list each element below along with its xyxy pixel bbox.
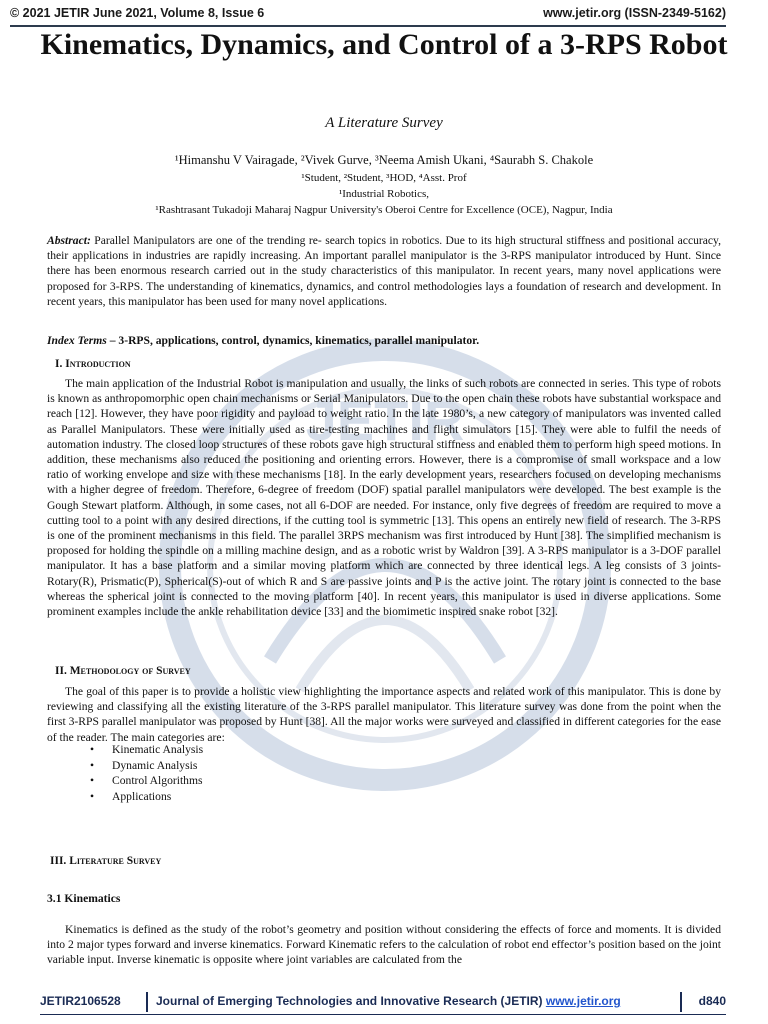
section-heading-literature-survey: III. Literature Survey xyxy=(50,855,162,867)
watermark-text: JETIR xyxy=(305,389,465,452)
section-heading-methodology: II. Methodology of Survey xyxy=(55,665,191,677)
introduction-paragraph: The main application of the Industrial Robot is manipulation and usually, the links of such robots are connected in series. This type of robots is known as anthropomorphic open chain mechanisms or Serial Manipulators. Due to the open chain these robots have substantial workspace and reach [12]. However, they have poor rigidity and payload to weight ratio. In the late 1980’s, a new category of manipulators was invented called as Parallel Manipulators. These were initially used as tire-testing machines and flight simulators [15]. They were able to fulfil the needs of automation industry. The closed loop structures of these robots gave high structural stiffness and enabled them to perform high speed motions. In addition, these mechanisms also reduced the positioning and orienting errors. However, there is a compromise of small workspace and a low ratio of working envelope and size with these mechanisms [18]. In the early development years, researchers focused on developing mechanisms with a higher degree of freedom. Therefore, 6-degree of freedom (DOF) spatial parallel manipulators were developed. The best example is the Gough Stewart platform. Although, in some cases, not all 6-DOF are needed. For instance, only five degrees of freedom are required to move a cutting tool to a point with any desired directions, if the cutting tool is symmetric [13]. This opens an entirely new field of research. The 3-RPS is one of the prominent mechanisms in this field. The parallel 3RPS mechanism was first introduced by Hunt [38]. The simplified mechanism is proposed for holding the spindle on a milling machine design, and as a robotic wrist by Waldron [39]. A 3-RPS manipulator is a 3-DOF parallel manipulator. It has a base platform and a similar moving platform which are connected by three identical legs. A leg consists of 3 joints- Rotary(R), Prismatic(P), Spherical(S)-out of which R and S are passive joints and P is the active joint. The rotary joint is connected to the base whereas the spherical joint is connected to the moving platform [40]. In recent years, this manipulator is used in diverse applications. Some prominent examples include the ankle rehabilitation device [33] and the biomimetic inspired snake robot [32]. xyxy=(47,377,721,619)
section-heading-introduction: I. Introduction xyxy=(55,358,131,370)
list-item: • Dynamic Analysis xyxy=(90,758,203,774)
index-terms xyxy=(47,333,721,348)
author-roles: ¹Student, ²Student, ³HOD, ⁴Asst. Prof xyxy=(301,172,467,184)
footer-rule xyxy=(40,1014,726,1015)
header-rule xyxy=(10,25,726,27)
author-institution: ¹Rashtrasant Tukadoji Maharaj Nagpur University's Oberoi Centre for Excellence (OCE), Nagpur, India xyxy=(155,204,613,216)
author-department: ¹Industrial Robotics, xyxy=(338,188,430,200)
subsection-heading-kinematics: 3.1 Kinematics xyxy=(47,892,121,905)
paper-authors: ¹Himanshu V Vairagade, ²Vivek Gurve, ³Neema Amish Ukani, ⁴Saurabh S. Chakole xyxy=(174,153,594,167)
methodology-body xyxy=(47,684,721,745)
footer-website-link[interactable]: www.jetir.org xyxy=(545,994,621,1008)
list-item: • Applications xyxy=(90,789,203,805)
footer-divider xyxy=(680,992,682,1012)
paper-title: Kinematics, Dynamics, and Control of a 3-RPS Robot xyxy=(40,28,728,61)
category-list xyxy=(90,742,203,804)
abstract xyxy=(47,233,721,309)
kinematics-paragraph: Kinematics is defined as the study of the robot’s geometry and position without considering the effects of force and moments. It is divided into 2 major types forward and inverse kinematics. Forward Kinematic refers to the calculation of robot end effector’s position based on the joint variable input. Inverse kinematic is opposite where joint variables are calculated from the xyxy=(47,923,721,967)
list-item: • Control Algorithms xyxy=(90,773,203,789)
kinematics-body xyxy=(47,922,721,968)
index-terms-label: Index Terms xyxy=(47,334,107,347)
list-item: • Kinematic Analysis xyxy=(90,742,203,758)
footer-paper-id: JETIR2106528 xyxy=(40,994,121,1008)
footer-page-number: d840 xyxy=(698,994,726,1008)
journal-header-left: © 2021 JETIR June 2021, Volume 8, Issue 6 xyxy=(10,6,265,20)
footer-divider xyxy=(146,992,148,1012)
abstract-label: Abstract: xyxy=(47,234,91,247)
journal-header-right: www.jetir.org (ISSN-2349-5162) xyxy=(543,6,726,20)
page-footer xyxy=(40,994,726,1012)
footer-journal: Journal of Emerging Technologies and Innovative Research (JETIR) www.jetir.org xyxy=(156,994,621,1008)
methodology-paragraph: The goal of this paper is to provide a holistic view highlighting the importance aspects and related work of this manipulator. This is done by reviewing and classifying all the existing literature of the 3-RPS parallel manipulator. This literature survey was done from the point when the first 3-RPS parallel manipulator was proposed by Hunt [38]. All the major works were surveyed and classified in different categories for the ease of the reader. The main categories are: xyxy=(47,685,721,744)
paper-subtitle: A Literature Survey xyxy=(325,115,443,131)
index-terms-text: – 3-RPS, applications, control, dynamics, kinematics, parallel manipulator. xyxy=(106,334,480,347)
abstract-text: Parallel Manipulators are one of the trending re- search topics in robotics. Due to its high structural stiffness and positional accuracy, their applications in industries are rapidly increasing. An important parallel manipulator is the 3-RPS manipulator introduced by Hunt. Since there has been enormous research carried out in the study characteristics of this manipulator. In recent years, many novel applications were proposed for 3-RPS. The understanding of kinematics, dynamics, and control methodologies lays a foundation of research and development. In recent years, this manipulator has been used for many novel applications. xyxy=(47,234,721,308)
introduction-body xyxy=(47,376,721,619)
